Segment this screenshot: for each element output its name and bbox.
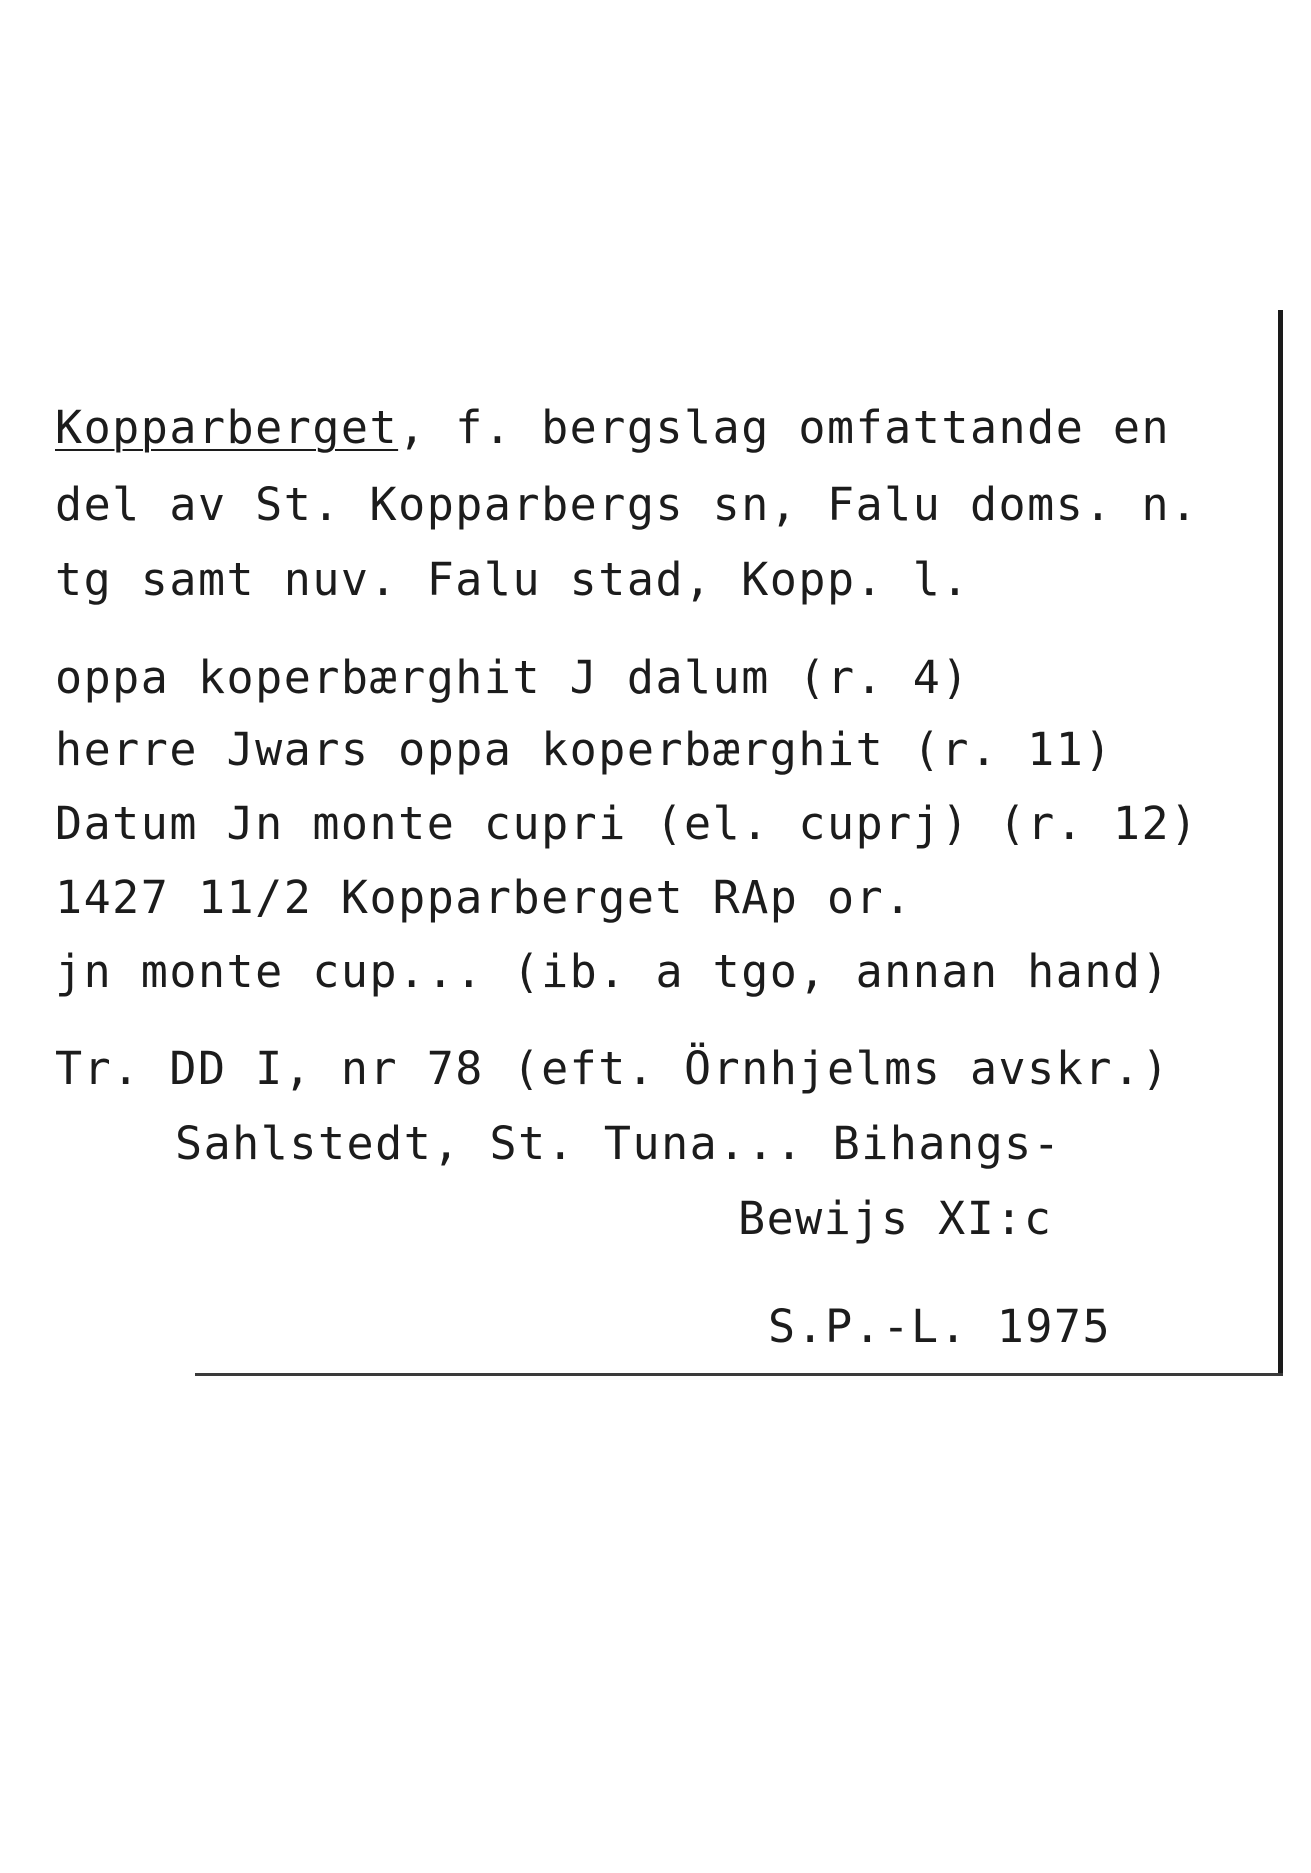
source-line-2: Sahlstedt, St. Tuna... Bihangs- <box>175 1117 1062 1170</box>
source-line-1: Tr. DD I, nr 78 (eft. Örnhjelms avskr.) <box>55 1042 1171 1095</box>
signature: S.P.-L. 1975 <box>768 1300 1112 1353</box>
headword-definition: , f. bergslag omfattande en <box>398 401 1171 454</box>
entry-line-2: del av St. Kopparbergs sn, Falu doms. n. <box>55 478 1199 531</box>
attestation-line-2: herre Jwars oppa koperbærghit (r. 11) <box>55 723 1113 776</box>
card-edge-bottom <box>195 1373 1283 1376</box>
source-line-3: Bewijs XI:c <box>738 1192 1053 1245</box>
attestation-line-5: jn monte cup... (ib. a tgo, annan hand) <box>55 945 1171 998</box>
entry-line-1 <box>55 401 1171 454</box>
entry-line-3: tg samt nuv. Falu stad, Kopp. l. <box>55 553 970 606</box>
attestation-line-3: Datum Jn monte cupri (el. cuprj) (r. 12) <box>55 797 1199 850</box>
card-edge-right <box>1278 310 1283 1375</box>
attestation-line-4: 1427 11/2 Kopparberget RAp or. <box>55 871 913 924</box>
attestation-line-1: oppa koperbærghit J dalum (r. 4) <box>55 651 970 704</box>
headword: Kopparberget <box>55 401 399 454</box>
